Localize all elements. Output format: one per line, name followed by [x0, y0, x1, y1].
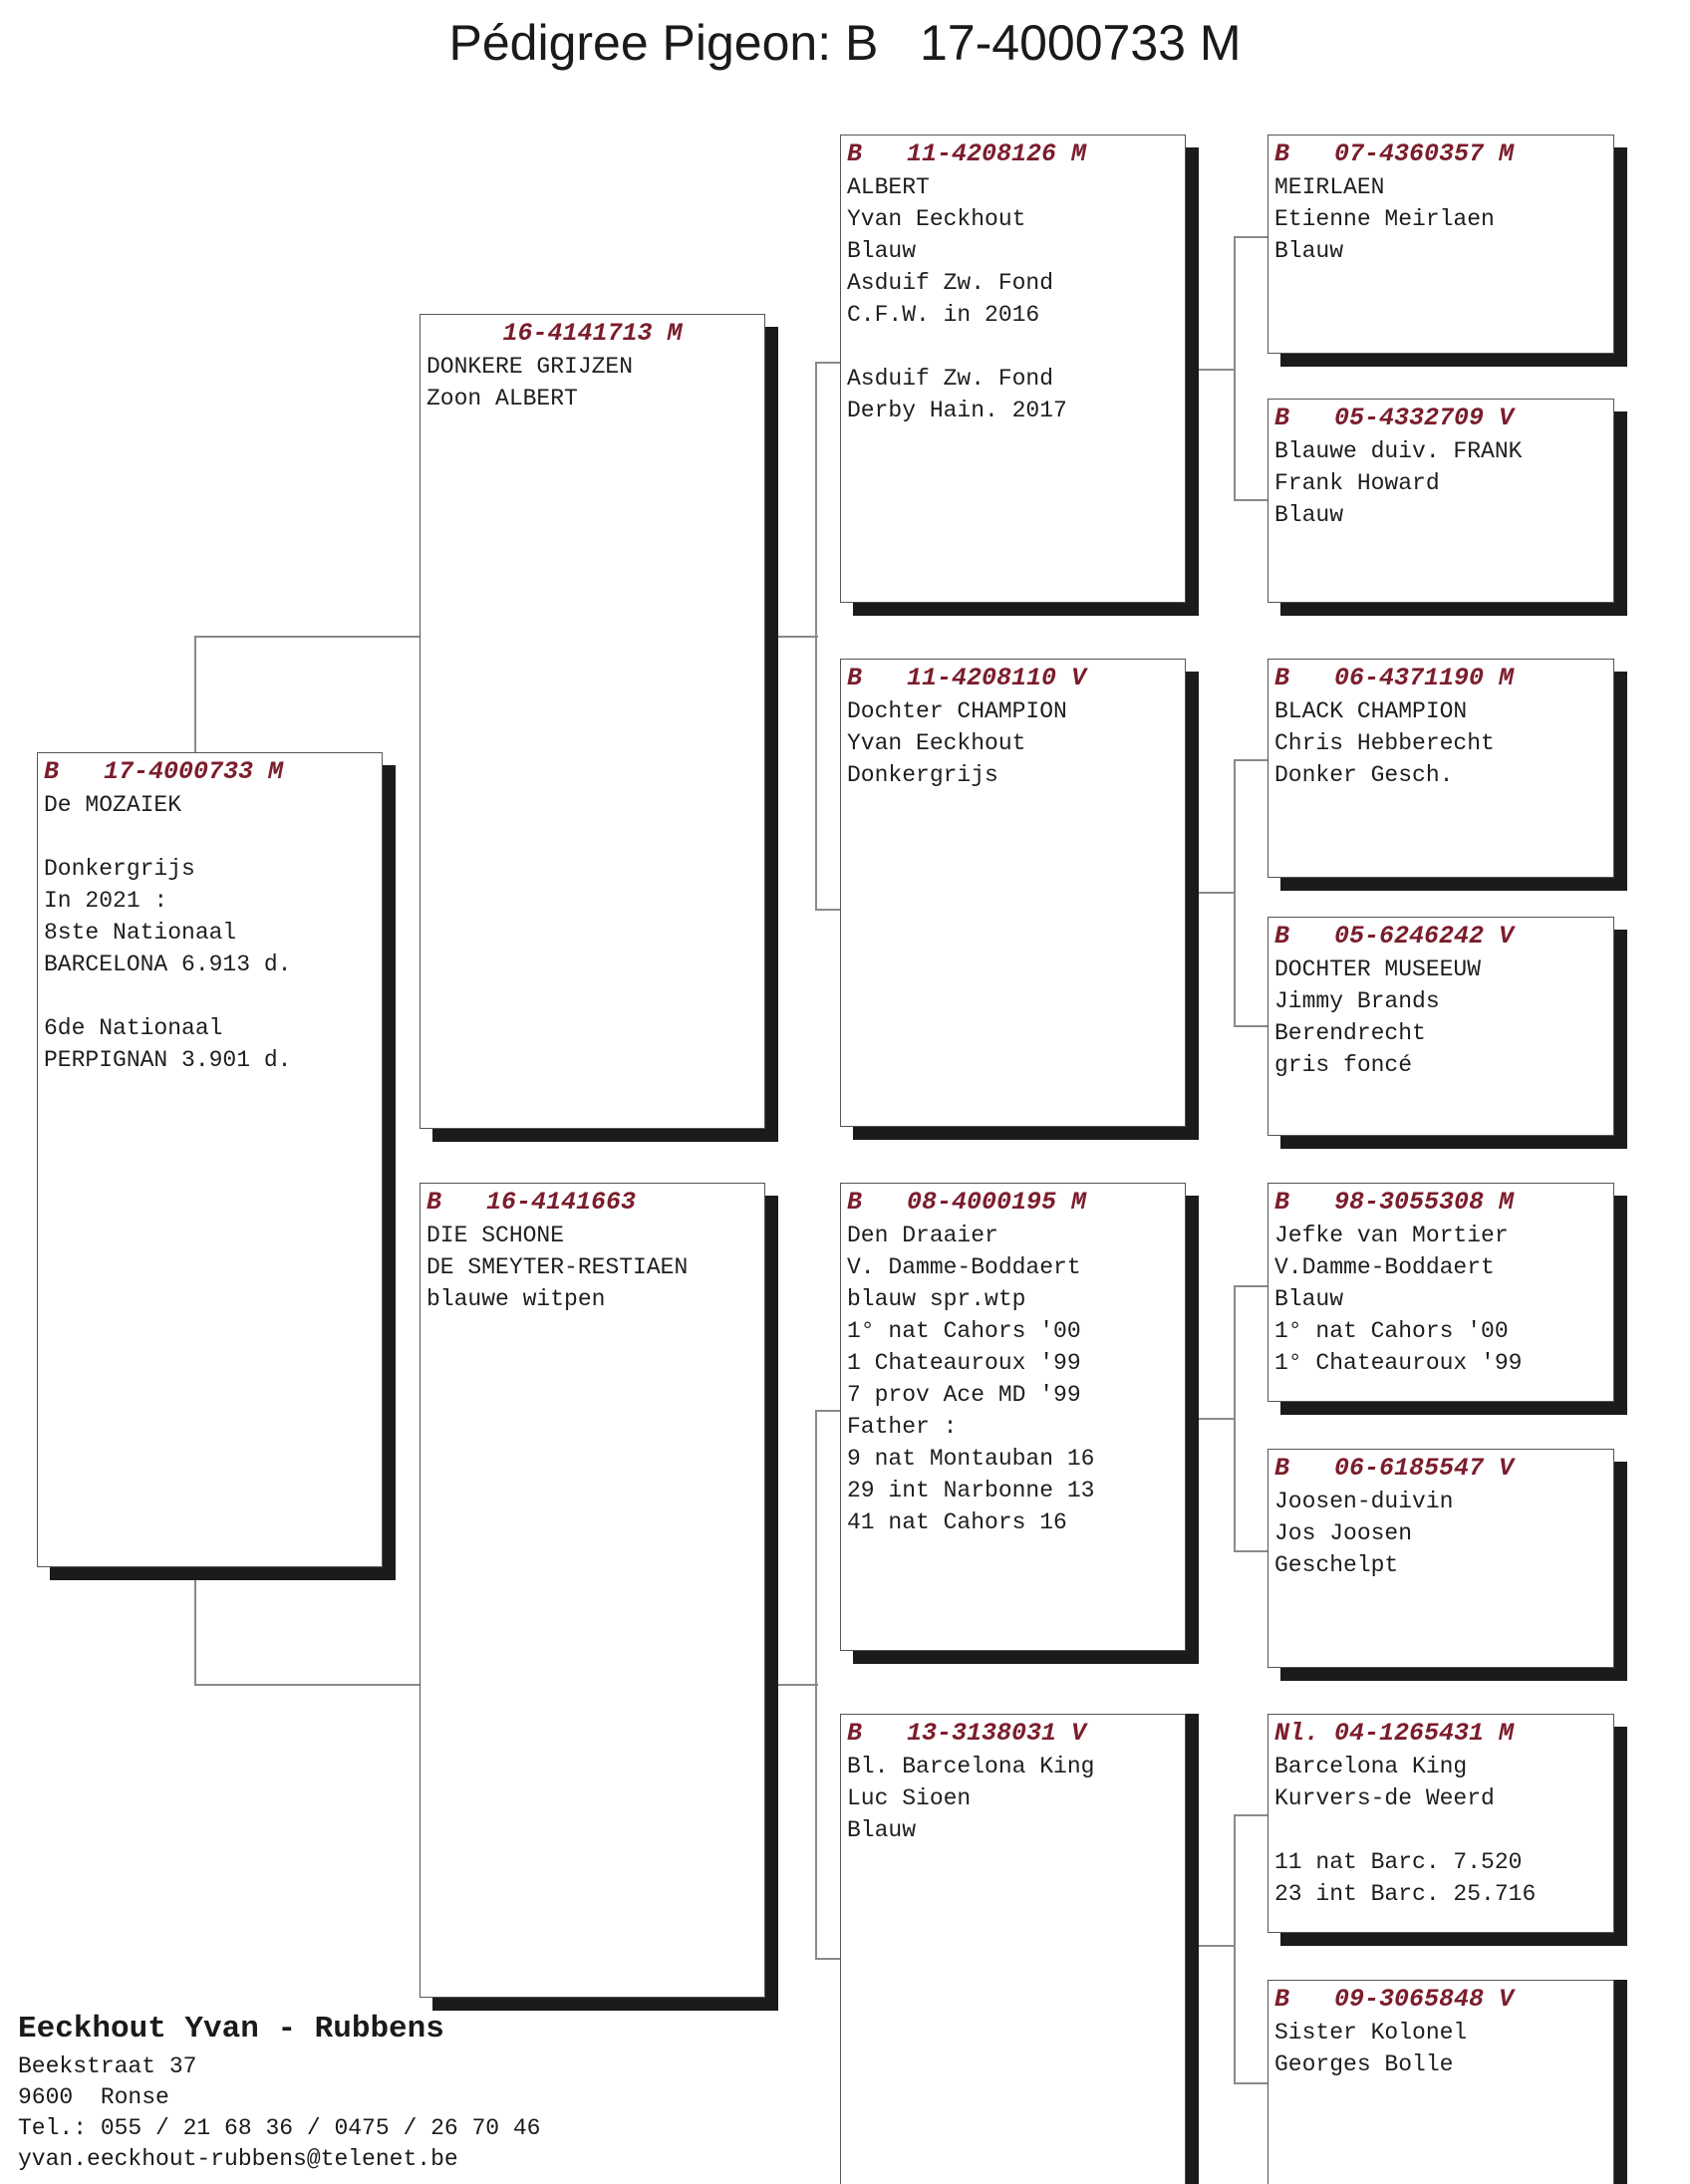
- breeder-street: Beekstraat 37: [18, 2053, 197, 2079]
- info-line: 11 nat Barc. 7.520: [1274, 1849, 1523, 1875]
- info-line: Sister Kolonel: [1274, 2020, 1468, 2046]
- info-line: 9 nat Montauban 16: [847, 1446, 1095, 1472]
- info-line: BLACK CHAMPION: [1274, 698, 1468, 724]
- connector-line: [1234, 1025, 1268, 1027]
- ring-number: B 98-3055308 M: [1274, 1188, 1515, 1217]
- connector-line: [1188, 369, 1235, 371]
- info-line: Yvan Eeckhout: [847, 206, 1026, 232]
- info-line: Donker Gesch.: [1274, 762, 1454, 788]
- info-line: Father :: [847, 1414, 958, 1440]
- connector-line: [765, 636, 818, 638]
- connector-line: [1234, 236, 1268, 238]
- info-line: [44, 980, 376, 1012]
- info-line: V.Damme-Boddaert: [1274, 1254, 1495, 1280]
- ring-number: B 11-4208126 M: [847, 139, 1087, 168]
- info-line: blauwe witpen: [426, 1286, 606, 1312]
- connector-line: [1234, 1285, 1236, 1551]
- ring-number: B 05-6246242 V: [1274, 922, 1515, 951]
- connector-line: [1234, 759, 1236, 1026]
- pigeon-card-fmm: [1268, 917, 1614, 1136]
- info-line: Barcelona King: [1274, 1754, 1468, 1779]
- pigeon-card-fm: [840, 659, 1186, 1127]
- breeder-contact: [18, 2008, 541, 2175]
- info-line: Dochter CHAMPION: [847, 698, 1067, 724]
- info-line: ALBERT: [847, 174, 930, 200]
- info-line: blauw spr.wtp: [847, 1286, 1026, 1312]
- info-line: gris foncé: [1274, 1052, 1413, 1078]
- pigeon-card-ffm: [1268, 399, 1614, 603]
- pigeon-card-mmm: [1268, 1980, 1614, 2184]
- connector-line: [815, 909, 840, 911]
- info-line: 7 prov Ace MD '99: [847, 1382, 1081, 1408]
- info-line: V. Damme-Boddaert: [847, 1254, 1081, 1280]
- info-line: Jos Joosen: [1274, 1520, 1413, 1546]
- info-line: Blauwe duiv. FRANK: [1274, 438, 1523, 464]
- connector-line: [194, 1567, 196, 1685]
- connector-line: [815, 1958, 840, 1960]
- connector-line: [1234, 1285, 1268, 1287]
- pigeon-card-fmf: [1268, 659, 1614, 878]
- info-line: Zoon ALBERT: [426, 386, 578, 411]
- connector-line: [765, 1684, 818, 1686]
- ring-number: B 11-4208110 V: [847, 664, 1087, 692]
- info-line: [847, 331, 1179, 363]
- info-line: Bl. Barcelona King: [847, 1754, 1095, 1779]
- info-line: BARCELONA 6.913 d.: [44, 952, 292, 977]
- ring-number: B 08-4000195 M: [847, 1188, 1087, 1217]
- pigeon-card-mf: [840, 1183, 1186, 1651]
- connector-line: [1188, 1945, 1235, 1947]
- info-line: 6de Nationaal: [44, 1015, 223, 1041]
- connector-line: [194, 1684, 420, 1686]
- info-line: Berendrecht: [1274, 1020, 1426, 1046]
- ring-number: B 07-4360357 M: [1274, 139, 1515, 168]
- info-line: Blauw: [847, 1817, 917, 1843]
- info-line: Frank Howard: [1274, 470, 1440, 496]
- connector-line: [1234, 1550, 1268, 1552]
- info-line: C.F.W. in 2016: [847, 302, 1040, 328]
- info-line: Georges Bolle: [1274, 2051, 1454, 2077]
- info-line: In 2021 :: [44, 888, 168, 914]
- pigeon-card-mother: [420, 1183, 765, 1998]
- info-line: Blauw: [1274, 1286, 1344, 1312]
- info-line: DONKERE GRIJZEN: [426, 354, 634, 380]
- info-line: Geschelpt: [1274, 1552, 1399, 1578]
- ring-number: B 16-4141663: [426, 1188, 637, 1217]
- ring-number: B 06-4371190 M: [1274, 664, 1515, 692]
- info-line: Kurvers-de Weerd: [1274, 1785, 1495, 1811]
- connector-line: [815, 1410, 817, 1958]
- ring-number: 16-4141713 M: [502, 319, 683, 348]
- info-line: Asduif Zw. Fond: [847, 366, 1054, 392]
- breeder-city: 9600 Ronse: [18, 2084, 169, 2110]
- breeder-email: yvan.eeckhout-rubbens@telenet.be: [18, 2146, 458, 2172]
- info-line: Donkergrijs: [44, 856, 195, 882]
- connector-line: [1234, 759, 1268, 761]
- breeder-phone: Tel.: 055 / 21 68 36 / 0475 / 26 70 46: [18, 2115, 541, 2141]
- info-line: DOCHTER MUSEEUW: [1274, 956, 1482, 982]
- ring-number: B 06-6185547 V: [1274, 1454, 1515, 1483]
- info-line: DIE SCHONE: [426, 1223, 565, 1248]
- connector-line: [815, 1410, 840, 1412]
- info-line: Etienne Meirlaen: [1274, 206, 1495, 232]
- pigeon-card-father: [420, 314, 765, 1129]
- info-line: DE SMEYTER-RESTIAEN: [426, 1254, 689, 1280]
- pigeon-card-ff: [840, 135, 1186, 603]
- connector-line: [194, 636, 420, 638]
- info-line: Blauw: [847, 238, 917, 264]
- info-line: PERPIGNAN 3.901 d.: [44, 1047, 292, 1073]
- info-line: [44, 821, 376, 853]
- info-line: Jefke van Mortier: [1274, 1223, 1509, 1248]
- ring-number: Nl. 04-1265431 M: [1274, 1719, 1515, 1748]
- info-line: 1° Chateauroux '99: [1274, 1350, 1523, 1376]
- pigeon-card-mmf: [1268, 1714, 1614, 1933]
- info-line: Jimmy Brands: [1274, 988, 1440, 1014]
- info-line: Joosen-duivin: [1274, 1489, 1454, 1514]
- info-line: Luc Sioen: [847, 1785, 972, 1811]
- info-line: Blauw: [1274, 238, 1344, 264]
- info-line: 29 int Narbonne 13: [847, 1478, 1095, 1503]
- info-line: 1 Chateauroux '99: [847, 1350, 1081, 1376]
- pigeon-card-subject: [37, 752, 383, 1567]
- ring-number: B 17-4000733 M: [44, 757, 284, 786]
- connector-line: [1234, 2082, 1268, 2084]
- page-title: Pédigree Pigeon: B 17-4000733 M: [448, 15, 1242, 71]
- info-line: MEIRLAEN: [1274, 174, 1385, 200]
- info-line: Den Draaier: [847, 1223, 998, 1248]
- connector-line: [194, 636, 196, 753]
- connector-line: [1234, 1814, 1236, 2083]
- info-line: Donkergrijs: [847, 762, 998, 788]
- pigeon-card-mff: [1268, 1183, 1614, 1402]
- breeder-name: Eeckhout Yvan - Rubbens: [18, 2012, 444, 2047]
- connector-line: [1234, 1814, 1268, 1816]
- info-line: Blauw: [1274, 502, 1344, 528]
- ring-number: B 09-3065848 V: [1274, 1985, 1515, 2014]
- pigeon-card-mfm: [1268, 1449, 1614, 1668]
- info-line: 1° nat Cahors '00: [847, 1318, 1081, 1344]
- info-line: 1° nat Cahors '00: [1274, 1318, 1509, 1344]
- connector-line: [1234, 499, 1268, 501]
- info-line: 41 nat Cahors 16: [847, 1509, 1067, 1535]
- info-line: Chris Hebberecht: [1274, 730, 1495, 756]
- info-line: [1274, 1814, 1607, 1846]
- info-line: 8ste Nationaal: [44, 920, 237, 946]
- ring-number: B 05-4332709 V: [1274, 404, 1515, 432]
- connector-line: [1234, 236, 1236, 500]
- connector-line: [1188, 892, 1235, 894]
- info-line: De MOZAIEK: [44, 792, 182, 818]
- info-line: 23 int Barc. 25.716: [1274, 1881, 1537, 1907]
- pigeon-card-mm: [840, 1714, 1186, 2184]
- pigeon-card-fff: [1268, 135, 1614, 354]
- ring-number: B 13-3138031 V: [847, 1719, 1087, 1748]
- info-line: Derby Hain. 2017: [847, 398, 1067, 423]
- connector-line: [1188, 1418, 1235, 1420]
- info-line: Asduif Zw. Fond: [847, 270, 1054, 296]
- connector-line: [815, 362, 817, 910]
- connector-line: [815, 362, 840, 364]
- info-line: Yvan Eeckhout: [847, 730, 1026, 756]
